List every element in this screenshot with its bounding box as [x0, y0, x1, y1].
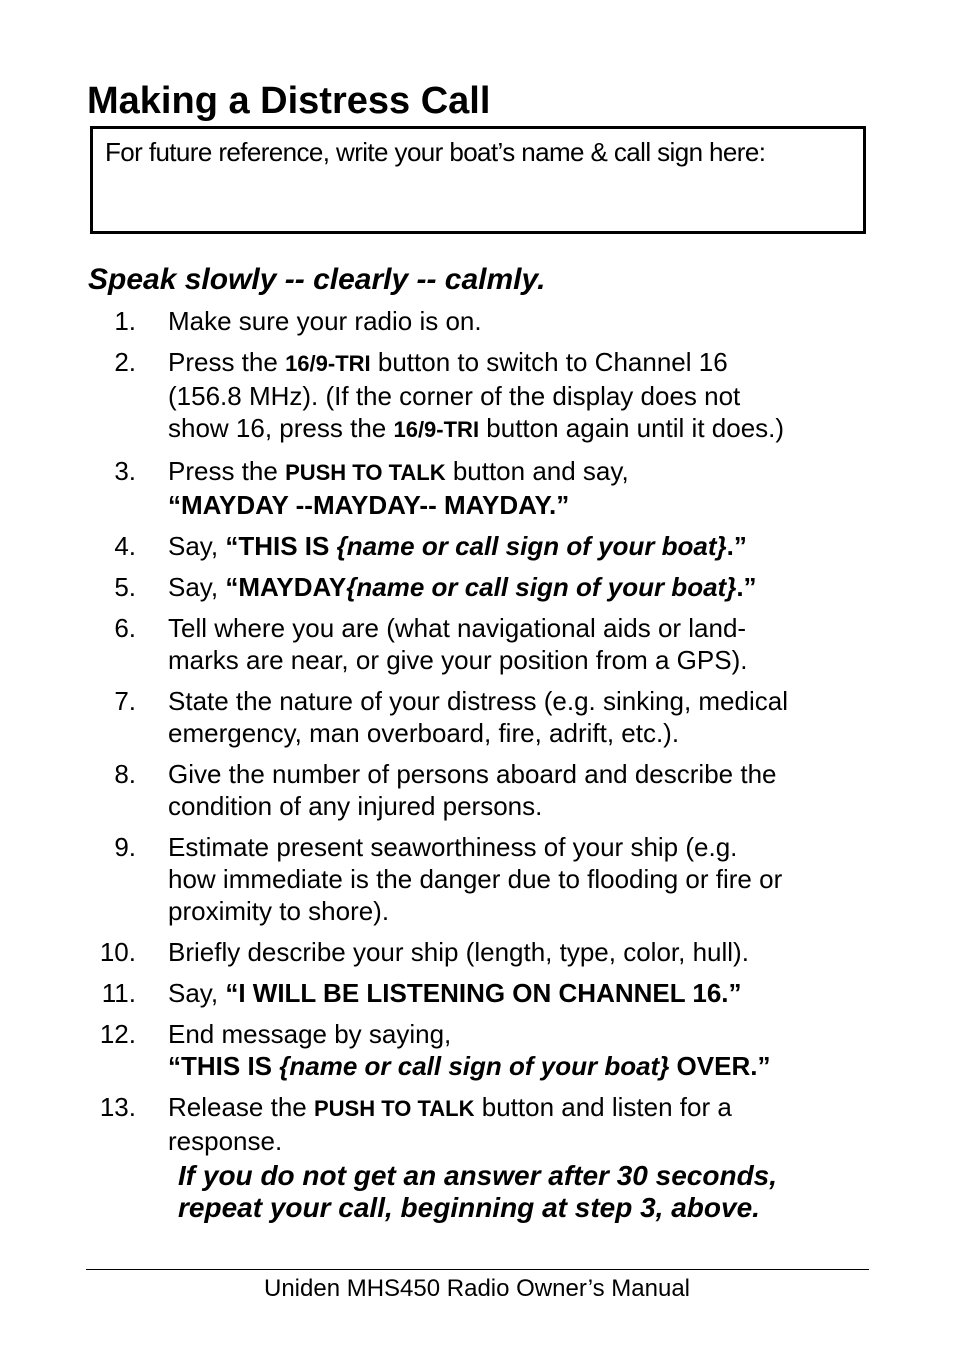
- step-text-line: State the nature of your distress (e.g. sinking, medical: [168, 686, 788, 716]
- step-quote: .”: [726, 531, 747, 561]
- text: button and listen for a: [474, 1092, 732, 1122]
- step-text-line: [168, 571, 874, 603]
- step-text-line: condition of any injured persons.: [168, 791, 543, 821]
- step-number: 13.: [99, 1092, 136, 1122]
- text: button again until it does.): [479, 413, 785, 443]
- step-text-line: End message by saying,: [168, 1019, 452, 1049]
- step-quote: .”: [736, 572, 757, 602]
- step-number: 10.: [99, 937, 136, 967]
- step-text-line: [168, 1050, 874, 1082]
- step-7: [0, 685, 954, 749]
- step-quote: OVER.”: [669, 1051, 771, 1081]
- step-text-line: Give the number of persons aboard and describe the: [168, 759, 777, 789]
- footer-divider: [86, 1269, 869, 1270]
- step-quote: “I WILL BE LISTENING ON CHANNEL 16.”: [225, 978, 742, 1008]
- retry-note-line: If you do not get an answer after 30 seconds,: [178, 1160, 778, 1191]
- reference-box: [90, 126, 866, 234]
- step-quote: “THIS IS: [225, 531, 337, 561]
- step-quote: “MAYDAY --MAYDAY-- MAYDAY.”: [168, 490, 570, 520]
- page-footer: Uniden MHS450 Radio Owner’s Manual: [264, 1275, 690, 1302]
- text: Press the: [168, 347, 286, 377]
- step-12: [0, 1018, 954, 1082]
- step-text-line: [168, 455, 874, 489]
- step-text-line: [168, 346, 874, 380]
- step-quote: “MAYDAY: [225, 572, 347, 602]
- step-text-line: response.: [168, 1126, 283, 1156]
- step-1: [0, 305, 954, 337]
- step-number: 5.: [114, 572, 136, 602]
- step-text-line: [168, 1091, 874, 1125]
- text: Release the: [168, 1092, 314, 1122]
- step-number: 3.: [114, 456, 136, 486]
- button-name: 16/9-TRI: [393, 417, 480, 442]
- button-name: 16/9-TRI: [285, 351, 371, 376]
- text: show 16, press the: [168, 413, 394, 443]
- button-name: PUSH TO TALK: [313, 1096, 475, 1121]
- placeholder-text: {name or call sign of your boat}: [279, 1051, 670, 1081]
- step-10: [0, 936, 954, 968]
- reference-box-label: For future reference, write your boat’s name & call sign here:: [105, 137, 766, 167]
- text: button to switch to Channel 16: [370, 347, 728, 377]
- step-text-line: proximity to shore).: [168, 896, 390, 926]
- text: button and say,: [445, 456, 629, 486]
- step-text-line: [168, 412, 874, 446]
- step-number: 9.: [114, 832, 136, 862]
- step-text-line: marks are near, or give your position from a GPS).: [168, 645, 748, 675]
- step-3: [0, 455, 954, 521]
- step-text-line: how immediate is the danger due to flooding or fire or: [168, 864, 783, 894]
- step-number: 12.: [99, 1019, 136, 1049]
- subheading: Speak slowly -- clearly -- calmly.: [88, 263, 546, 296]
- step-4: [0, 530, 954, 562]
- step-text-line: Briefly describe your ship (length, type, color, hull).: [168, 937, 749, 967]
- step-2: [0, 346, 954, 446]
- step-13: [0, 1091, 954, 1157]
- step-6: [0, 612, 954, 676]
- step-number: 1.: [114, 306, 136, 336]
- retry-note: [178, 1160, 777, 1224]
- step-text-line: Estimate present seaworthiness of your ship (e.g.: [168, 832, 738, 862]
- step-text-line: emergency, man overboard, fire, adrift, etc.).: [168, 718, 680, 748]
- step-text-line: [168, 530, 874, 562]
- step-5: [0, 571, 954, 603]
- step-8: [0, 758, 954, 822]
- step-text-line: Tell where you are (what navigational aids or land-: [168, 613, 747, 643]
- step-9: [0, 831, 954, 927]
- retry-note-line: repeat your call, beginning at step 3, above.: [178, 1192, 760, 1223]
- step-number: 6.: [114, 613, 136, 643]
- text: Say,: [168, 978, 226, 1008]
- placeholder-text: {name or call sign of your boat}: [336, 531, 727, 561]
- placeholder-text: {name or call sign of your boat}: [346, 572, 737, 602]
- step-number: 8.: [114, 759, 136, 789]
- button-name: PUSH TO TALK: [285, 460, 446, 485]
- page-title: Making a Distress Call: [87, 80, 491, 122]
- step-text-line: (156.8 MHz). (If the corner of the display does not: [168, 381, 741, 411]
- text: Press the: [168, 456, 286, 486]
- step-quote: “THIS IS: [168, 1051, 280, 1081]
- text: Say,: [168, 572, 226, 602]
- step-11: [0, 977, 954, 1009]
- text: Say,: [168, 531, 226, 561]
- step-text-line: [168, 977, 874, 1009]
- step-number: 4.: [114, 531, 136, 561]
- step-number: 7.: [114, 686, 136, 716]
- step-number: 2.: [114, 347, 136, 377]
- distress-steps-list: [0, 305, 954, 1166]
- step-number: 11.: [101, 978, 136, 1008]
- step-text: Make sure your radio is on.: [168, 306, 482, 336]
